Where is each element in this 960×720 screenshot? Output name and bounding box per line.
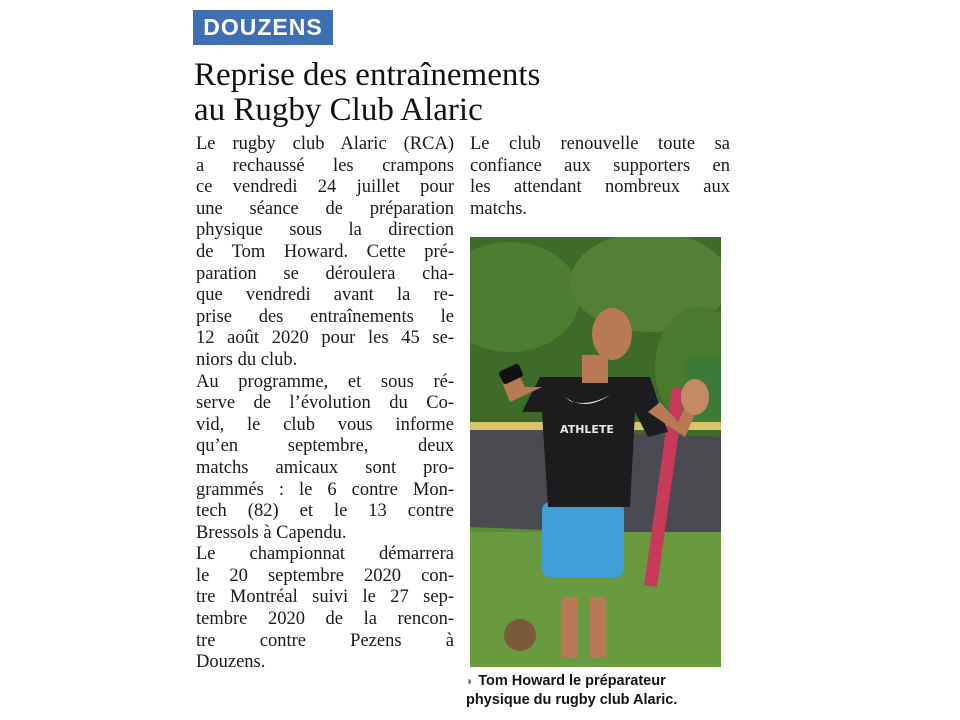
photo-caption xyxy=(466,672,736,710)
text-line: tre Montréal suivi le 27 sep- xyxy=(196,587,454,608)
shirt-text: ATHLETE xyxy=(560,423,614,436)
text-line: serve de l’évolution du Co- xyxy=(196,393,454,414)
text-line: Bressols à Capendu. xyxy=(196,522,347,543)
photo-hand xyxy=(681,379,709,415)
text-line: Le championnat démarrera xyxy=(196,544,454,565)
text-line: matchs. xyxy=(470,198,528,219)
text-line: paration se déroulera cha- xyxy=(196,263,454,284)
text-line: Le rugby club Alaric (RCA) xyxy=(196,134,454,154)
text-line: que vendredi avant la re- xyxy=(196,285,454,306)
photo-leg xyxy=(562,597,578,657)
text-line: niors du club. xyxy=(196,349,298,370)
article-column-left xyxy=(196,134,454,674)
photo-ball xyxy=(504,619,536,651)
photo-illustration xyxy=(470,237,721,667)
text-line: a rechaussé les crampons xyxy=(196,155,454,176)
headline-line: au Rugby Club Alaric xyxy=(194,92,483,128)
text-line: ce vendredi 24 juillet pour xyxy=(196,177,454,198)
caption-line: physique du rugby club Alaric. xyxy=(466,692,678,708)
text-line: tembre 2020 de la rencon- xyxy=(196,609,454,630)
text-line: une séance de préparation xyxy=(196,198,454,219)
text-line: 12 août 2020 pour les 45 se- xyxy=(196,328,454,349)
text-line: prise des entraînements le xyxy=(196,306,454,327)
text-line: le 20 septembre 2020 con- xyxy=(196,565,454,586)
text-line: Au programme, et sous ré- xyxy=(196,371,454,392)
text-line: matchs amicaux sont pro- xyxy=(196,457,454,478)
section-tag: DOUZENS xyxy=(193,10,333,45)
text-line: les attendant nombreux aux xyxy=(470,177,730,198)
text-line: de Tom Howard. Cette pré- xyxy=(196,241,454,262)
photo-neck xyxy=(582,355,608,383)
text-line: grammés : le 6 contre Mon- xyxy=(196,479,454,500)
article-column-right xyxy=(470,134,730,220)
photo-head xyxy=(592,308,632,360)
article-photo xyxy=(470,237,721,667)
text-line: vid, le club vous informe xyxy=(196,414,454,435)
photo-shorts xyxy=(542,502,624,577)
text-line: Le club renouvelle toute sa xyxy=(470,134,730,154)
headline xyxy=(194,58,754,128)
text-line: physique sous la direction xyxy=(196,220,454,241)
caption-text: Tom Howard le préparateur xyxy=(478,673,666,689)
text-line: tre contre Pezens à xyxy=(196,630,454,651)
caption-marker-icon: ◗ xyxy=(466,674,474,688)
caption-line xyxy=(466,672,736,691)
text-line: qu’en septembre, deux xyxy=(196,436,454,457)
text-line: tech (82) et le 13 contre xyxy=(196,501,454,522)
text-line: confiance aux supporters en xyxy=(470,155,730,176)
photo-leg xyxy=(590,597,606,657)
headline-line: Reprise des entraînements xyxy=(194,57,541,93)
text-line: Douzens. xyxy=(196,652,266,673)
